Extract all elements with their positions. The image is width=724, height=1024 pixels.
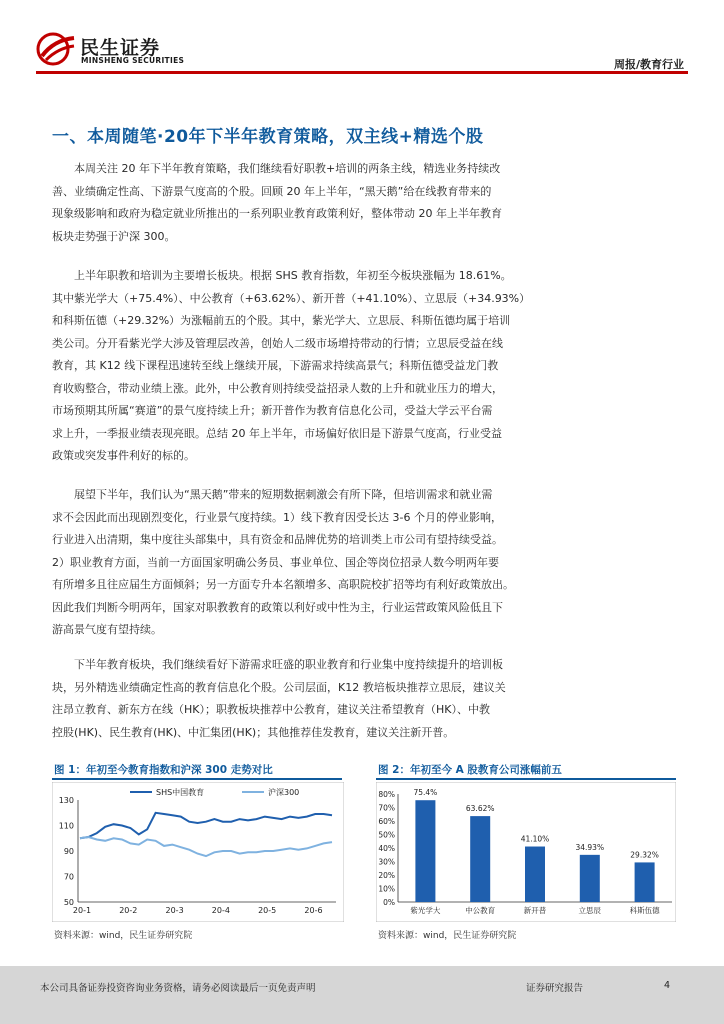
paragraph-1 xyxy=(52,158,676,248)
figure1-chart xyxy=(52,782,344,922)
x-tick-label: 20-5 xyxy=(258,906,277,915)
bar xyxy=(470,816,490,902)
footer-doc-type: 证券研究报告 xyxy=(526,983,584,994)
paragraph-line: 游高景气度有望持续。 xyxy=(52,623,162,636)
paragraph-line: 行业进入出清期，集中度往头部集中，具有资金和品牌优势的培训类上市公司有望持续受益。 xyxy=(52,533,503,546)
paragraph-line: 展望下半年，我们认为“黑天鹅”带来的短期数据刺激会有所下降，但培训需求和就业需 xyxy=(74,488,493,501)
figure1-title: 图 1：年初至今教育指数和沪深 300 走势对比 xyxy=(54,764,273,776)
bar xyxy=(415,800,435,902)
paragraph-line: 现象级影响和政府为稳定就业所推出的一系列职业教育政策利好，整体带动 20 年上半年教育 xyxy=(52,207,502,220)
y-tick-label: 0% xyxy=(383,898,395,907)
paragraph-line: 因此我们判断今明两年，国家对职教教育的政策以利好或中性为主，行业运营政策风险低且下 xyxy=(52,600,503,614)
paragraph-line: 本周关注 20 年下半年教育策略，我们继续看好职教+培训的两条主线，精选业务持续改 xyxy=(74,162,501,175)
bar xyxy=(580,855,600,902)
bar xyxy=(635,862,655,902)
y-tick-label: 70 xyxy=(63,872,74,882)
y-tick-label: 20% xyxy=(378,871,395,880)
paragraph-line: 教育，其 K12 线下课程迅速转至线上继续开展，下游需求持续高景气；科斯伍德受益龙门教 xyxy=(52,359,499,372)
x-tick-label: 20-4 xyxy=(211,906,230,915)
report-type: 周报/教育行业 xyxy=(613,58,684,71)
paragraph-line: 其中紫光学大（+75.4%）、中公教育（+63.62%）、新开普（+41.10%）、立思辰（+34.93%） xyxy=(52,291,531,305)
company-logo xyxy=(36,32,76,66)
header-divider xyxy=(36,71,688,74)
x-tick-label: 紫光学大 xyxy=(410,906,441,915)
paragraph-line: 下半年教育板块，我们继续看好下游需求旺盛的职业教育和行业集中度持续提升的培训板 xyxy=(74,658,503,671)
figure2-chart xyxy=(376,782,676,922)
bar-value-label: 41.10% xyxy=(520,834,550,844)
footer-bar xyxy=(0,966,724,1024)
y-tick-label: 30% xyxy=(378,857,395,867)
y-tick-label: 40% xyxy=(378,844,395,853)
section-title: 一、本周随笔·20年下半年教育策略，双主线+精选个股 xyxy=(52,127,484,147)
paragraph-line: 有所增多且往应届生方面倾斜；另一方面专升本名额增多、高职院校扩招等均有利好政策放出。 xyxy=(52,578,514,591)
legend-label: 沪深300 xyxy=(268,788,300,797)
bar xyxy=(525,847,545,902)
paragraph-line: 市场预期其所属“赛道”的景气度持续上升；新开普作为教育信息化公司，受益大学云平台需 xyxy=(52,404,493,417)
paragraph-line: 求不会因此而出现剧烈变化，行业景气度持续。1）线下教育因受长达 3-6 个月的停业影响， xyxy=(52,510,502,524)
y-tick-label: 80% xyxy=(378,790,395,799)
x-tick-label: 20-3 xyxy=(165,906,184,915)
page-number: 4 xyxy=(664,980,671,991)
y-tick-label: 110 xyxy=(58,821,74,831)
x-tick-label: 科斯伍德 xyxy=(629,906,660,915)
bar-value-label: 34.93% xyxy=(575,842,605,852)
paragraph-line: 求上升，一季报业绩表现亮眼。总结 20 年上半年，市场偏好依旧是下游景气度高，行业受益 xyxy=(52,426,502,440)
bar-value-label: 29.32% xyxy=(630,850,659,860)
paragraph-line: 上半年职教和培训为主要增长板块。根据 SHS 教育指数，年初至今板块涨幅为 18.61%。 xyxy=(74,269,512,282)
y-tick-label: 50 xyxy=(63,898,74,907)
brand-name-en: MINSHENG SECURITIES xyxy=(81,56,185,65)
paragraph-4 xyxy=(52,654,676,744)
paragraph-2 xyxy=(52,265,676,468)
bar-value-label: 75.4% xyxy=(413,788,438,798)
y-tick-label: 10% xyxy=(378,884,395,894)
paragraph-line: 类公司。分开看紫光学大涉及管理层改善，创始人二级市场增持带动的行情；立思辰受益在线 xyxy=(52,336,503,350)
bar-value-label: 63.62% xyxy=(465,804,495,814)
x-tick-label: 20-2 xyxy=(119,906,138,915)
legend-label: SHS中国教育 xyxy=(156,788,205,797)
footer-disclaimer: 本公司具备证券投资咨询业务资格，请务必阅读最后一页免责声明 xyxy=(40,983,316,994)
paragraph-line: 善、业绩确定性高、下游景气度高的个股。回顾 20 年上半年，“黑天鹅”给在线教育带来的 xyxy=(52,184,492,198)
x-tick-label: 新开普 xyxy=(523,906,547,915)
paragraph-line: 育收购整合，带动业绩上涨。此外，中公教育则持续受益招录人数的上升和就业压力的增大， xyxy=(52,381,503,395)
figure1-source: 资料来源：wind，民生证券研究院 xyxy=(54,931,193,941)
y-tick-label: 130 xyxy=(58,796,74,805)
brand-name: 民生证券 xyxy=(80,37,161,59)
figure2-source: 资料来源：wind，民生证券研究院 xyxy=(378,931,517,941)
paragraph-line: 2）职业教育方面，当前一方面国家明确公务员、事业单位、国企等岗位招录人数今明两年要 xyxy=(52,555,499,569)
paragraph-line: 板块走势强于沪深 300。 xyxy=(52,229,176,243)
paragraph-3 xyxy=(52,484,676,642)
x-tick-label: 20-6 xyxy=(304,906,323,915)
paragraph-line: 和科斯伍德（+29.32%）为涨幅前五的个股。其中，紫光学大、立思辰、科斯伍德均属于培训 xyxy=(52,314,511,327)
y-tick-label: 70% xyxy=(378,803,395,813)
chart-frame xyxy=(52,782,344,922)
x-tick-label: 20-1 xyxy=(72,906,92,915)
x-tick-label: 立思辰 xyxy=(578,906,602,915)
paragraph-line: 注昂立教育、新东方在线（HK）；职教板块推荐中公教育，建议关注希望教育（HK）、中教 xyxy=(52,703,490,716)
paragraph-line: 政策或突发事件利好的标的。 xyxy=(52,449,195,462)
figure2-title-rule xyxy=(376,778,676,780)
figure2-title: 图 2：年初至今 A 股教育公司涨幅前五 xyxy=(378,764,562,776)
y-tick-label: 60% xyxy=(378,817,395,826)
x-tick-label: 中公教育 xyxy=(465,906,496,915)
y-tick-label: 50% xyxy=(378,830,395,840)
paragraph-line: 块，另外精选业绩确定性高的教育信息化个股。公司层面，K12 教培板块推荐立思辰，建议关 xyxy=(52,680,506,694)
figure1-title-rule xyxy=(52,778,342,780)
paragraph-line: 控股(HK)、民生教育(HK)、中汇集团(HK)；其他推荐佳发教育，建议关注新开普。 xyxy=(52,725,455,739)
y-tick-label: 90 xyxy=(63,847,74,856)
